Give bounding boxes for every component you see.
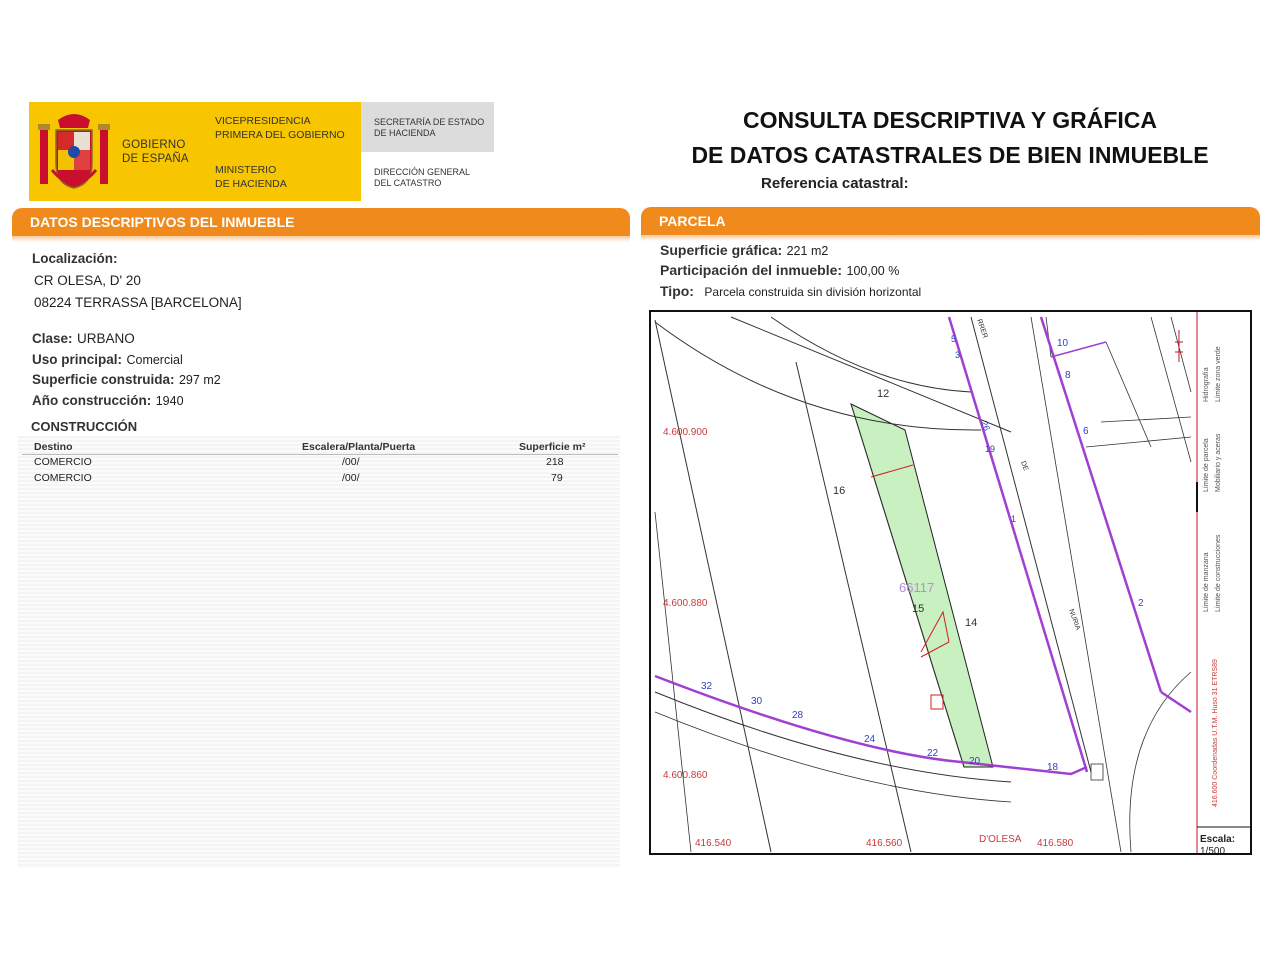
parcel-number: 32 — [701, 681, 713, 692]
superficie-field — [32, 371, 221, 389]
table-header-superficie: Superficie m² — [519, 441, 586, 453]
anio-label: Año construcción: — [32, 393, 152, 408]
participacion-label: Participación del inmueble: — [660, 262, 843, 278]
vicepresidencia-text: VICEPRESIDENCIA PRIMERA DEL GOBIERNO — [215, 115, 345, 141]
construccion-title: CONSTRUCCIÓN — [31, 419, 138, 434]
parcel-number: 5 — [951, 334, 957, 344]
block-number: 16 — [833, 485, 846, 497]
street-label: RRER — [975, 318, 989, 340]
parcel-number: 2 — [1138, 598, 1144, 609]
coord-x-560: 416.560 — [866, 838, 903, 849]
coord-y-860: 4.600.860 — [663, 770, 708, 781]
street-label-olesa: D'OLESA — [979, 834, 1022, 845]
participacion-field — [660, 262, 899, 280]
legend-zona-verde: Límite zona verde — [1215, 346, 1222, 402]
block-number: 12 — [877, 388, 890, 400]
block-number: 15 — [912, 603, 925, 615]
direccion-general-text: DIRECCIÓN GENERAL DEL CATASTRO — [374, 167, 471, 188]
uso-field — [32, 351, 183, 369]
parcel-number: 30 — [751, 696, 763, 707]
street-label: DE — [1019, 460, 1030, 472]
anio-value: 1940 — [155, 394, 184, 408]
coord-x-580: 416.580 — [1037, 838, 1074, 849]
uso-label: Uso principal: — [32, 352, 123, 367]
uso-value: Comercial — [126, 353, 183, 367]
cadastral-map — [649, 310, 1252, 855]
table-cell-escalera: /00/ — [342, 472, 360, 484]
parcel-number: 8 — [1065, 370, 1071, 381]
coord-y-880: 4.600.880 — [663, 598, 708, 609]
section-bar-shadow — [641, 235, 1260, 241]
coord-y-900: 4.600.900 — [663, 427, 708, 438]
legend-coordinates: 416.600 Coordenadas U.T.M. Huso 31 ETRS89 — [1212, 659, 1219, 807]
coord-x-540: 416.540 — [695, 838, 732, 849]
parcel-number: 24 — [864, 734, 876, 745]
block-number: 14 — [965, 617, 978, 629]
table-cell-destino: COMERCIO — [34, 456, 92, 468]
construccion-table — [18, 436, 620, 868]
clase-value: URBANO — [76, 331, 135, 346]
table-cell-superficie: 218 — [546, 456, 564, 468]
ministerio-text: MINISTERIO DE HACIENDA — [215, 164, 287, 190]
section-parcela: PARCELA — [641, 207, 1260, 235]
localizacion-city: 08224 TERRASSA [BARCELONA] — [34, 295, 242, 310]
parcel-number: 3 — [955, 350, 961, 360]
gobierno-text: GOBIERNO DE ESPAÑA — [122, 139, 189, 165]
table-cell-superficie: 79 — [551, 472, 563, 484]
section-datos-descriptivos: DATOS DESCRIPTIVOS DEL INMUEBLE — [12, 208, 630, 236]
table-divider — [22, 454, 618, 455]
map-drawing — [651, 312, 1250, 853]
parcel-number: 26 — [979, 419, 992, 433]
page-title: CONSULTA DESCRIPTIVA Y GRÁFICA DE DATOS CATASTRALES DE BIEN INMUEBLE — [691, 107, 1209, 168]
parcel-id-label: 66117 — [899, 580, 935, 595]
parcel-number: 28 — [792, 710, 804, 721]
table-cell-escalera: /00/ — [342, 456, 360, 468]
tipo-label: Tipo: — [660, 283, 694, 299]
clase-field — [32, 330, 135, 348]
legend-hidrografia: Hidrografía — [1203, 367, 1210, 402]
superficie-grafica-field — [660, 242, 828, 260]
participacion-value: 100,00 % — [846, 264, 900, 278]
scale-label: Escala: — [1200, 834, 1236, 845]
legend-limite-parcela: Límite de parcela — [1203, 438, 1210, 492]
clase-label: Clase: — [32, 331, 73, 346]
coat-of-arms-icon — [38, 110, 110, 194]
table-header-destino: Destino — [34, 441, 73, 453]
section-bar-shadow — [12, 236, 630, 242]
parcel-number: 20 — [969, 756, 981, 767]
legend-limite-construcciones: Límite de construcciones — [1215, 534, 1222, 612]
superficie-label: Superficie construida: — [32, 372, 175, 387]
parcel-number: 18 — [1047, 762, 1059, 773]
superficie-value: 297 m2 — [178, 373, 221, 387]
parcel-number: 19 — [985, 444, 996, 454]
superficie-grafica-label: Superficie gráfica: — [660, 242, 783, 258]
legend-mobiliario: Mobiliario y aceras — [1215, 433, 1222, 492]
superficie-grafica-value: 221 m2 — [786, 244, 829, 258]
parcel-number: 22 — [927, 748, 939, 759]
parcel-number: 6 — [1083, 426, 1089, 437]
parcel-number: 10 — [1057, 338, 1069, 349]
legend-limite-manzana: Límite de manzana — [1203, 552, 1210, 612]
parcel-number: 1 — [1011, 514, 1017, 524]
street-label: NURIA — [1067, 608, 1082, 632]
scale-value: 1/500 — [1200, 846, 1226, 853]
secretaria-text: SECRETARÍA DE ESTADO DE HACIENDA — [374, 117, 485, 138]
table-header-escalera: Escalera/Planta/Puerta — [302, 441, 416, 453]
table-cell-destino: COMERCIO — [34, 472, 92, 484]
localizacion-label: Localización: — [32, 251, 118, 266]
anio-field — [32, 392, 184, 410]
tipo-field — [660, 283, 921, 301]
localizacion-address: CR OLESA, D' 20 — [34, 273, 141, 288]
referencia-catastral-label: Referencia catastral: — [761, 175, 909, 192]
tipo-value: Parcela construida sin división horizontal — [704, 285, 922, 299]
